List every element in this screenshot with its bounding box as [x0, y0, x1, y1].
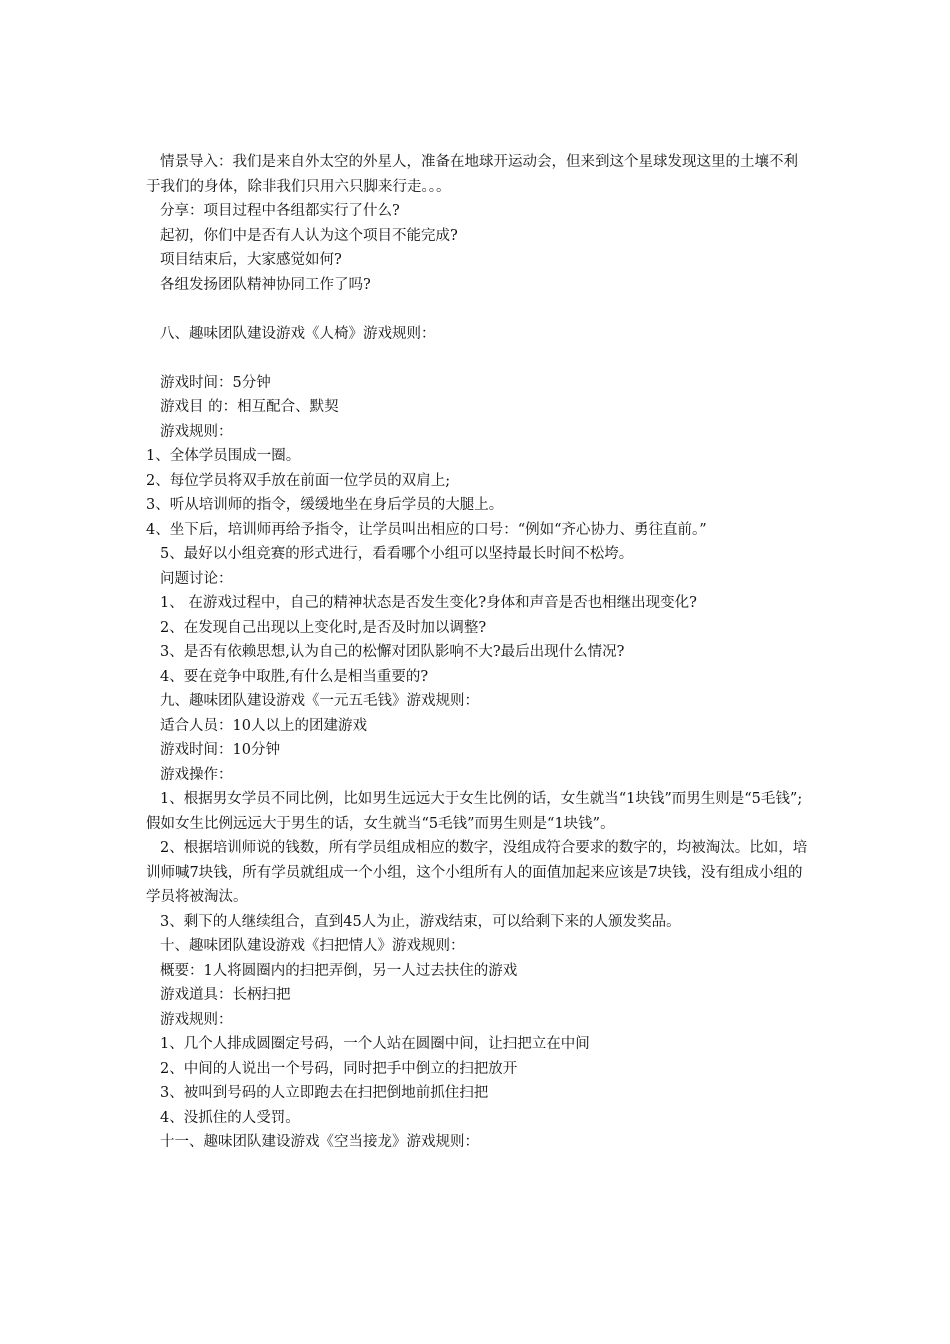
- section-8-discussion-label: 问题讨论：: [160, 570, 233, 587]
- section-8-time: 游戏时间：5分钟: [160, 374, 271, 391]
- section-10-props: 游戏道具：长柄扫把: [160, 987, 291, 1003]
- section-8-rule: 5、最好以小组竞赛的形式进行，看看哪个小组可以坚持最长时间不松垮。: [160, 546, 634, 562]
- intro-question-1: 起初，你们中是否有人认为这个项目不能完成?: [160, 227, 458, 244]
- section-8-discussion-item: 4、要在竞争中取胜,有什么是相当重要的?: [160, 668, 429, 685]
- section-9-op-2: 2、根据培训师说的钱数，所有学员组成相应的数字，没组成符合要求的数字的，均被淘汰。比如，培训师喊7块钱，所有学员就组成一个小组，这个小组所有人的面值加起来应该是7块钱，没有组成小组的学员将被淘汰。: [146, 840, 808, 905]
- document-page: [146, 150, 812, 1155]
- section-8-heading: 八、趣味团队建设游戏《人椅》游戏规则：: [160, 325, 436, 342]
- section-8-rule: 1、全体学员围成一圈。: [146, 448, 301, 464]
- intro-question-3: 各组发扬团队精神协同工作了吗?: [160, 276, 371, 293]
- section-8-rules-label: 游戏规则：: [160, 423, 233, 440]
- section-8-rule: 4、坐下后，培训师再给予指令，让学员叫出相应的口号：“例如“齐心协力、勇往直前。”: [146, 521, 707, 538]
- section-10-rule: 4、没抓住的人受罚。: [160, 1109, 300, 1126]
- section-9-op-3: 3、剩下的人继续组合，直到45人为止，游戏结束，可以给剩下来的人颁发奖品。: [160, 913, 681, 930]
- section-10-rules-label: 游戏规则：: [160, 1011, 233, 1028]
- section-8-goal: 游戏目 的：相互配合、默契: [160, 399, 339, 415]
- section-10-heading: 十、趣味团队建设游戏《扫把情人》游戏规则：: [160, 938, 465, 954]
- intro-scene-paragraph: 情景导入：我们是来自外太空的外星人，准备在地球开运动会，但来到这个星球发现这里的土壤不利于我们的身体，除非我们只用六只脚来行走。。。: [146, 154, 798, 195]
- section-8-discussion-item: 1、 在游戏过程中，自己的精神状态是否发生变化?身体和声音是否也相继出现变化?: [160, 595, 697, 611]
- section-11-heading: 十一、趣味团队建设游戏《空当接龙》游戏规则：: [160, 1134, 479, 1150]
- section-10-summary: 概要：1人将圆圈内的扫把弄倒，另一人过去扶住的游戏: [160, 962, 518, 979]
- section-10-rule: 1、几个人排成圆圈定号码，一个人站在圆圈中间，让扫把立在中间: [160, 1036, 590, 1052]
- section-9-people: 适合人员：10人以上的团建游戏: [160, 717, 367, 734]
- section-8-rule: 3、听从培训师的指令，缓缓地坐在身后学员的大腿上。: [146, 497, 504, 513]
- section-9-time: 游戏时间：10分钟: [160, 742, 280, 758]
- section-8-discussion-item: 2、在发现自己出现以上变化时,是否及时加以调整?: [160, 619, 487, 636]
- intro-question-2: 项目结束后，大家感觉如何?: [160, 252, 342, 268]
- section-9-heading: 九、趣味团队建设游戏《一元五毛钱》游戏规则：: [160, 693, 479, 709]
- section-9-op-1: 1、根据男女学员不同比例，比如男生远远大于女生比例的话，女生就当“1块钱”而男生则是“5毛钱”;假如女生比例远远大于男生的话，女生就当“5毛钱”而男生则是“1块钱”。: [146, 791, 803, 832]
- section-10-rule: 2、中间的人说出一个号码，同时把手中倒立的扫把放开: [160, 1060, 518, 1077]
- spacer: [146, 346, 812, 371]
- section-10-rule: 3、被叫到号码的人立即跑去在扫把倒地前抓住扫把: [160, 1085, 489, 1101]
- section-9-ops-label: 游戏操作：: [160, 766, 233, 783]
- intro-share-line: 分享：项目过程中各组都实行了什么?: [160, 203, 400, 219]
- section-8-rule: 2、每位学员将双手放在前面一位学员的双肩上;: [146, 472, 451, 489]
- section-8-discussion-item: 3、是否有依赖思想,认为自己的松懈对团队影响不大?最后出现什么情况?: [160, 644, 625, 660]
- spacer: [146, 297, 812, 322]
